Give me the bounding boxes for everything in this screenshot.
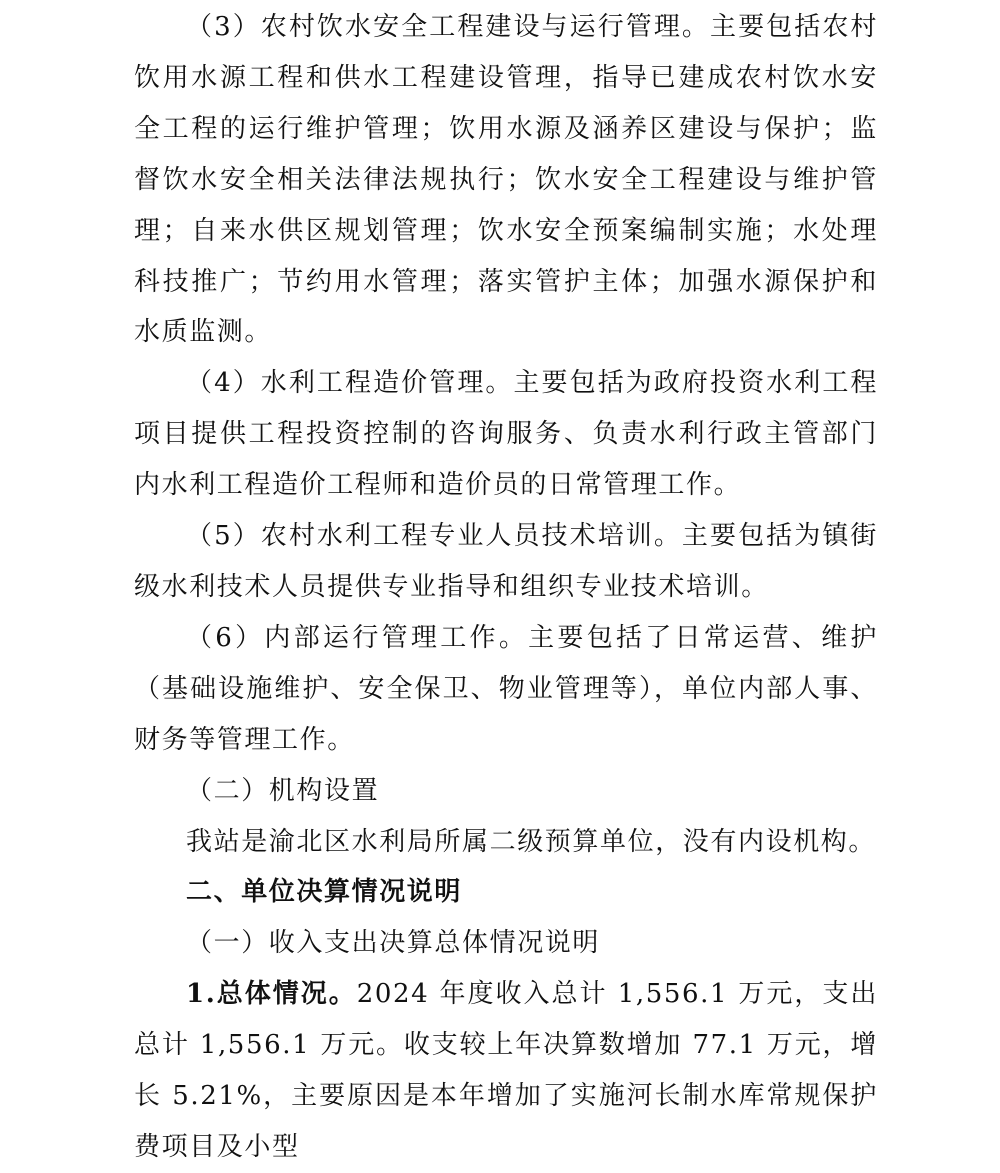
paragraph-cost-management: （4）水利工程造价管理。主要包括为政府投资水利工程项目提供工程投资控制的咨询服务、负责水利行政主管部门内水利工程造价工程师和造价员的日常管理工作。 [134,368,878,501]
heading-income-expenditure: （一）收入支出决算总体情况说明 [186,928,601,959]
overall-text: 2024 年度收入总计 1,556.1 万元，支出总计 1,556.1 万元。收支较上年决算数增加 77.1 万元，增长 5.21%，主要原因是本年增加了实施河长制水库常规保护费项目及小型 [134,979,879,1162]
paragraph-organization: 我站是渝北区水利局所属二级预算单位，没有内设机构。 [186,826,877,857]
overall-label: 1.总体情况。 [186,979,357,1010]
paragraph-technical-training: （5）农村水利工程专业人员技术培训。主要包括为镇街级水利技术人员提供专业指导和组织专业技术培训。 [134,521,878,602]
paragraph-internal-management: （6）内部运行管理工作。主要包括了日常运营、维护（基础设施维护、安全保卫、物业管理等），单位内部人事、财务等管理工作。 [134,622,878,755]
paragraph-rural-water-safety: （3）农村饮水安全工程建设与运行管理。主要包括农村饮用水源工程和供水工程建设管理，指导已建成农村饮水安全工程的运行维护管理；饮用水源及涵养区建设与保护；监督饮水安全相关法律法规执行；饮水安全工程建设与维护管理；自来水供区规划管理；饮水安全预案编制实施；水处理科技推广；节约用水管理；落实管护主体；加强水源保护和水质监测。 [134,12,878,348]
heading-section-2: 二、单位决算情况说明 [186,877,463,908]
heading-organization: （二）机构设置 [186,775,380,806]
document-page [134,0,878,1173]
paragraph-overall-situation [134,969,878,1173]
